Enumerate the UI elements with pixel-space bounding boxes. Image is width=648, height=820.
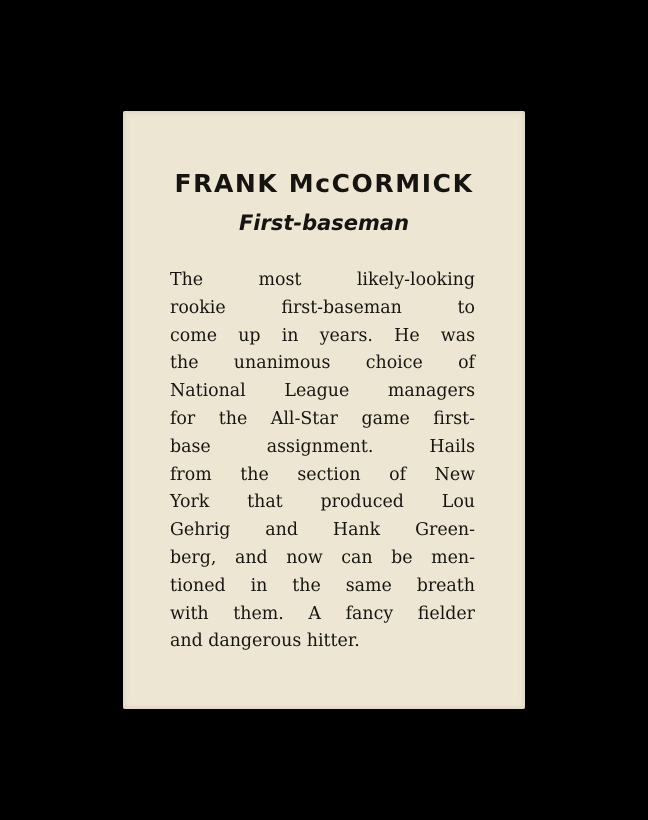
bio-line: Gehrig and Hank Green- xyxy=(170,520,475,541)
bio-line: come up in years. He was xyxy=(170,325,475,346)
baseball-card-back xyxy=(123,111,525,709)
bio-line: York that produced Lou xyxy=(170,492,475,513)
bio-line: tioned in the same breath xyxy=(170,575,475,596)
player-bio xyxy=(170,267,475,656)
player-position: First-baseman xyxy=(238,211,410,235)
bio-line: the unanimous choice of xyxy=(170,353,475,374)
player-name: FRANK McCORMICK xyxy=(174,169,474,198)
bio-line: National League managers xyxy=(170,381,475,402)
bio-line: with them. A fancy fielder xyxy=(170,603,475,624)
bio-line: rookie first-baseman to xyxy=(170,297,475,318)
bio-line: The most likely-looking xyxy=(170,270,475,290)
bio-line: berg, and now can be men- xyxy=(170,547,475,568)
bio-line: for the All-Star game first- xyxy=(170,408,475,429)
bio-line: and dangerous hitter. xyxy=(170,631,360,652)
bio-line: from the section of New xyxy=(170,464,475,485)
bio-line: base assignment. Hails xyxy=(170,436,475,457)
